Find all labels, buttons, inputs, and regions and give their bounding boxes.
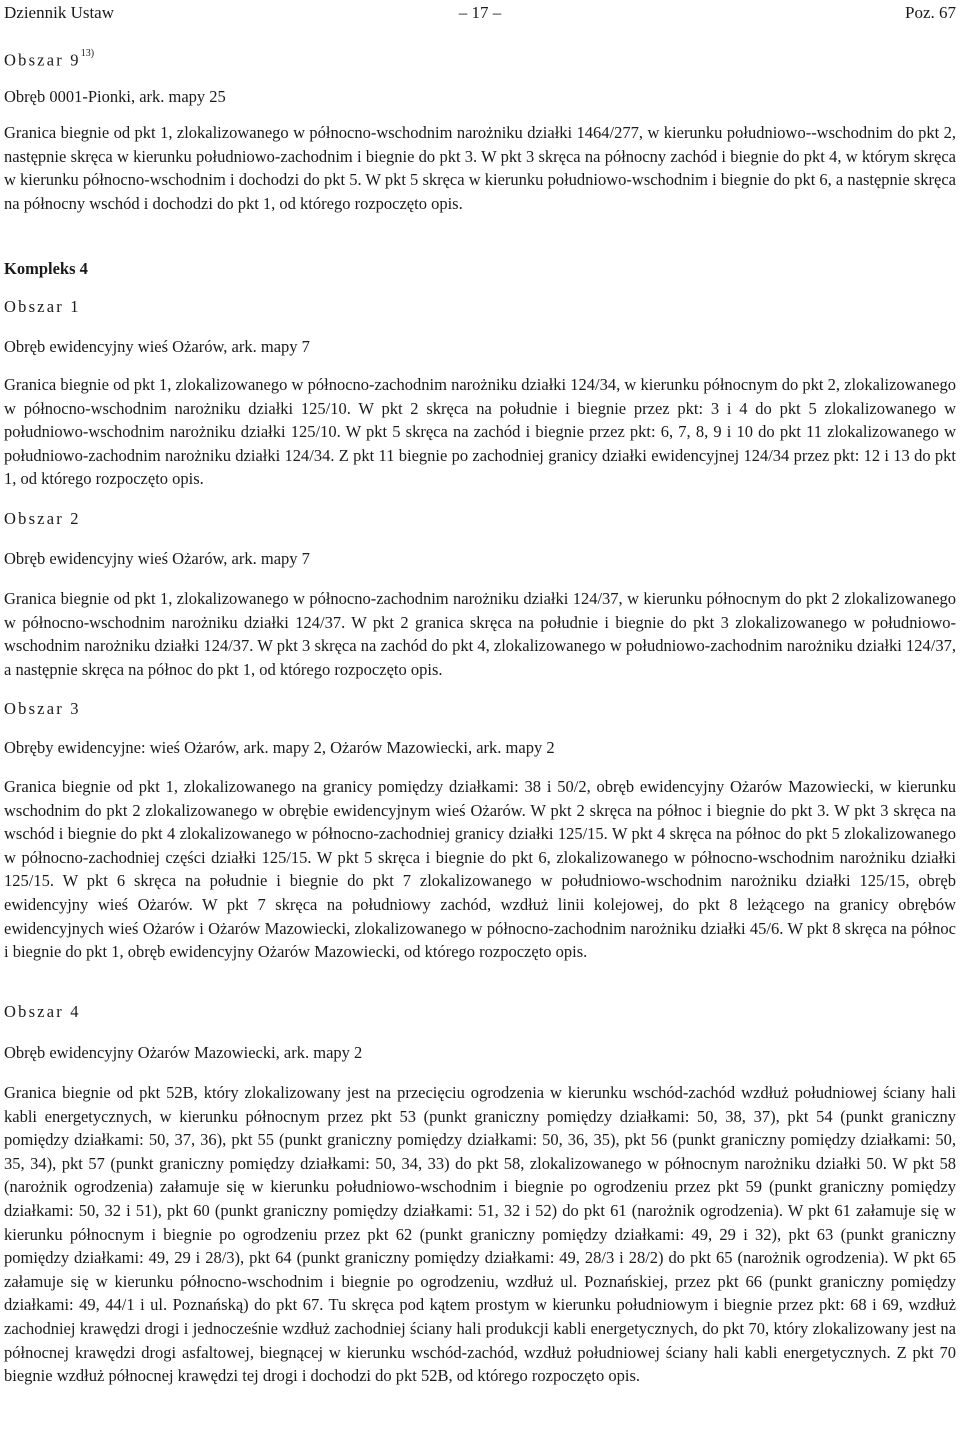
obszar3-parcel: Obręby ewidencyjne: wieś Ożarów, ark. mapy 2, Ożarów Mazowiecki, ark. mapy 2 [4,738,555,757]
footnote-ref: 13) [80,48,95,59]
journal-title: Dziennik Ustaw [4,3,115,22]
obszar3-description: Granica biegnie od pkt 1, zlokalizowanego na granicy pomiędzy działkami: 38 i 50/2, obręb ewidencyjny Ożarów Mazowiecki, w kierunku wschodnim do pkt 2 zlokalizowanego w obrębie ewidencyjnym wieś Ożarów. W pkt 2 skręca na północ i biegnie do pkt 3. W pkt 3 skręca na wschód i biegnie do pkt 4 zlokalizowanego w północno-zachodniej granicy działki 125/15. W pkt 4 skręca na północ do pkt 5 zlokalizowanego w północno-zachodniej części działki 125/15. W pkt 5 skręca i biegnie do pkt 6, zlokalizowanego w północno-wschodnim narożniku działki 125/15. W pkt 6 skręca na południe i biegnie do pkt 7 zlokalizowanego w południowo-wschodnim narożniku działki 125/15, obręb ewidencyjny wieś Ożarów. W pkt 7 skręca na południowy zachód, wzdłuż linii kolejowej, do pkt 8 leżącego na granicy obrębów ewidencyjnych wieś Ożarów i Ożarów Mazowiecki, zlokalizowanego w północno-zachodnim narożniku działki 45/6. W pkt 8 skręca na północ i biegnie do pkt 1, obręb ewidencyjny Ożarów Mazowiecki, od którego rozpoczęto opis. [4,777,956,962]
obszar9-heading [4,46,956,72]
obszar9-description: Granica biegnie od pkt 1, zlokalizowanego w północno-wschodnim narożniku działki 1464/277, w kierunku południowo--wschodnim do pkt 2, następnie skręca w kierunku południowo-zachodnim i biegnie do pkt 3. W pkt 3 skręca na północny zachód i biegnie do pkt 4, w którym skręca w kierunku północno-wschodnim i dochodzi do pkt 5. W pkt 5 skręca w kierunku południowo-wschodnim i biegnie do pkt 6, a następnie skręca na północny wschód i dochodzi do pkt 1, od którego rozpoczęto opis. [4,123,956,213]
page-header [4,0,956,26]
document-page [4,0,956,1386]
obszar1-description: Granica biegnie od pkt 1, zlokalizowanego w północno-zachodnim narożniku działki 124/34, w kierunku północnym do pkt 2, zlokalizowanego w północno-wschodnim narożniku działki 125/10. W pkt 2 skręca na południe i biegnie przez pkt: 3 i 4 do pkt 5 zlokalizowanego w południowo-wschodnim narożniku działki 125/10. W pkt 5 skręca na zachód i biegnie przez pkt: 6, 7, 8, 9 i 10 do pkt 11 zlokalizowanego w południowo-zachodnim narożniku działki 124/34. Z pkt 11 biegnie po zachodniej granicy działki ewidencyjnej 124/34 przez pkt: 12 i 13 do pkt 1, od którego rozpoczęto opis. [4,375,956,489]
obszar9-title: Obszar 9 [4,50,81,70]
position-number: Poz. 67 [905,3,956,22]
obszar2-description: Granica biegnie od pkt 1, zlokalizowanego w północno-zachodnim narożniku działki 124/37, w kierunku północnym do pkt 2 zlokalizowanego w północno-wschodnim narożniku działki 124/37. W pkt 2 granica skręca na południe i biegnie do pkt 3 zlokalizowanego w południowo-wschodnim narożniku działki 124/37. W pkt 3 skręca na zachód do pkt 4, zlokalizowanego w południowo-zachodnim narożniku działki 124/37, a następnie skręca na północ do pkt 1, od którego rozpoczęto opis. [4,589,956,679]
obszar1-title: Obszar 1 [4,297,81,316]
obszar4-parcel: Obręb ewidencyjny Ożarów Mazowiecki, ark. mapy 2 [4,1043,363,1062]
obszar4-description: Granica biegnie od pkt 52B, który zlokalizowany jest na przecięciu ogrodzenia w kierunku wschód-zachód wzdłuż południowej ściany hali kabli energetycznych, w kierunku północnym przez pkt 53 (punkt graniczny pomiędzy działkami: 50, 38, 37), pkt 54 (punkt graniczny pomiędzy działkami: 50, 37, 36), pkt 55 (punkt graniczny pomiędzy działkami: 50, 36, 35), pkt 56 (punkt graniczny pomiędzy działkami: 50, 35, 34), pkt 57 (punkt graniczny pomiędzy działkami: 50, 34, 33) do pkt 58, zlokalizowanego w północnym narożniku działki 50. W pkt 58 (narożnik ogrodzenia) załamuje się w kierunku południowo-wschodnim i biegnie po ogrodzeniu przez pkt 59 (punkt graniczny pomiędzy działkami: 50, 32 i 51), pkt 60 (punkt graniczny pomiędzy działkami: 51, 32 i 52) do pkt 61 (narożnik ogrodzenia). W pkt 61 załamuje się w kierunku północnym i biegnie po ogrodzeniu przez pkt 62 (punkt graniczny pomiędzy działkami: 49, 29 i 32), pkt 63 (punkt graniczny pomiędzy działkami: 49, 29 i 28/3), pkt 64 (punkt graniczny pomiędzy działkami: 49, 28/3 i 28/2) do pkt 65 (narożnik ogrodzenia). W pkt 65 załamuje się w kierunku północno-wschodnim i biegnie po ogrodzeniu, wzdłuż ul. Poznańskiej, przez pkt 66 (punkt graniczny pomiędzy działkami: 49, 44/1 i ul. Poznańską) do pkt 67. Tu skręca pod kątem prostym w kierunku południowym i biegnie przez pkt: 68 i 69, wzdłuż zachodniej krawędzi drogi i jednocześnie wzdłuż zachodniej ściany hali produkcji kabli energetycznych, do pkt 70, który zlokalizowany jest na północnej krawędzi drogi asfaltowej, biegnącej w kierunku wschód-zachód, wzdłuż południowej ściany hali kabli energetycznych. Z pkt 70 biegnie wzdłuż północnej krawędzi tej drogi i dochodzi do pkt 52B, od którego rozpoczęto opis. [4,1083,956,1386]
page-number: – 17 – [458,3,502,22]
obszar3-title: Obszar 3 [4,699,81,718]
obszar2-title: Obszar 2 [4,509,81,528]
kompleks4-title: Kompleks 4 [4,259,88,278]
obszar4-title: Obszar 4 [4,1002,81,1021]
obszar2-parcel: Obręb ewidencyjny wieś Ożarów, ark. mapy 7 [4,549,310,568]
obszar9-parcel: Obręb 0001-Pionki, ark. mapy 25 [4,87,226,106]
obszar1-parcel: Obręb ewidencyjny wieś Ożarów, ark. mapy 7 [4,337,310,356]
